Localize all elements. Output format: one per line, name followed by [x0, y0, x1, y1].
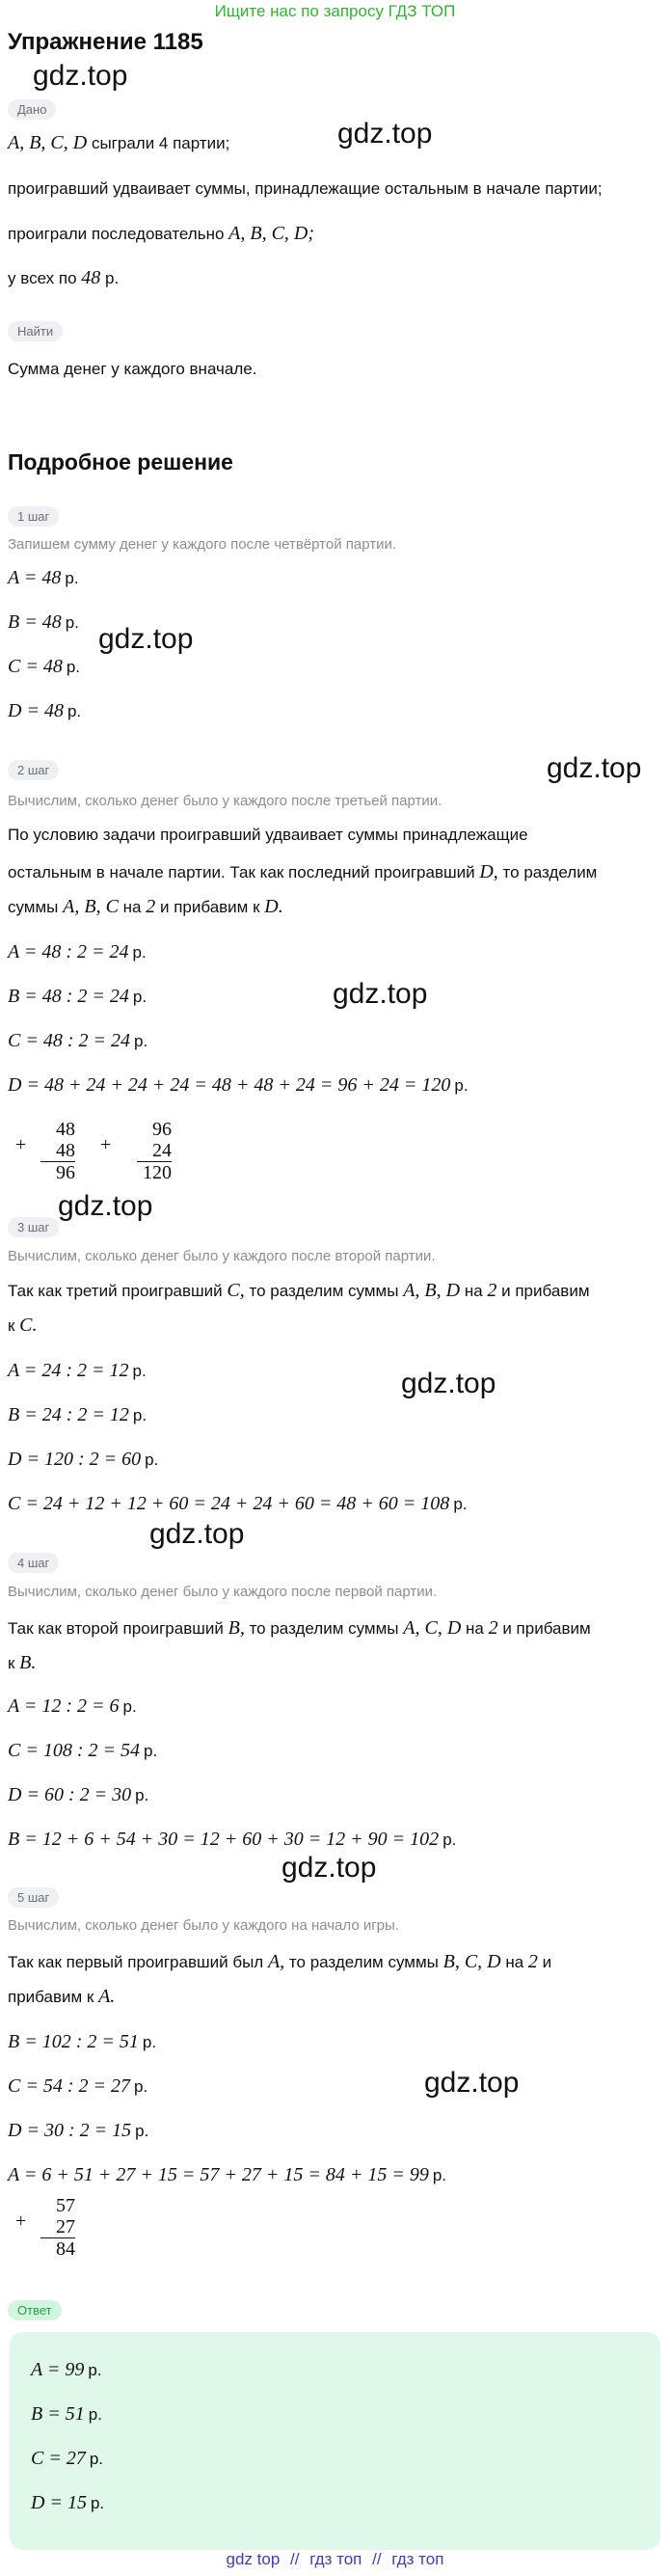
step-5-pill: 5 шаг: [8, 1887, 59, 1908]
step-3-row-2: B = 24 : 2 = 12 р.: [8, 1404, 147, 1425]
watermark: gdz.top: [58, 1190, 153, 1222]
step-3-para-2: к C.: [8, 1315, 38, 1336]
step-5-note: Вычислим, сколько денег было у каждого на начало игры.: [8, 1917, 399, 1934]
exercise-title: Упражнение 1185: [8, 29, 203, 55]
given-line-3: проиграли последовательно A, B, C, D;: [8, 223, 315, 244]
step-1-row-4: D = 48 р.: [8, 700, 82, 721]
step-2-para-2: остальным в начале партии. Так как последний проигравший D, то разделим: [8, 861, 598, 882]
footer-link-gdz-top-ru[interactable]: гдз топ: [309, 2550, 362, 2568]
step-1-row-2: B = 48 р.: [8, 611, 79, 633]
step-3-row-4: C = 24 + 12 + 12 + 60 = 24 + 24 + 60 = 48 + 60 = 108 р.: [8, 1493, 468, 1514]
watermark: gdz.top: [33, 60, 128, 92]
footer-separator: //: [290, 2550, 300, 2568]
step-2-para-1: По условию задачи проигравший удваивает суммы принадлежащие: [8, 826, 528, 844]
solution-title: Подробное решение: [8, 449, 233, 475]
watermark: gdz.top: [547, 752, 642, 784]
footer-link-gdz-top[interactable]: gdz top: [226, 2550, 281, 2568]
step-4-note: Вычислим, сколько денег было у каждого после первой партии.: [8, 1584, 438, 1600]
step-1-note: Запишем сумму денег у каждого после четвёртой партии.: [8, 536, 397, 553]
watermark: gdz.top: [424, 2067, 520, 2099]
step-2-row-1: A = 48 : 2 = 24 р.: [8, 941, 147, 963]
answer-row-1: A = 99 р.: [31, 2359, 102, 2380]
step-4-row-3: D = 60 : 2 = 30 р.: [8, 1784, 149, 1805]
find-pill: Найти: [8, 321, 63, 341]
watermark: gdz.top: [281, 1852, 377, 1884]
step-5-row-1: B = 102 : 2 = 51 р.: [8, 2031, 157, 2052]
given-line-1: A, B, C, D сыграли 4 партии;: [8, 132, 230, 153]
step-2-row-4: D = 48 + 24 + 24 + 24 = 48 + 48 + 24 = 96 + 24 = 120 р.: [8, 1074, 469, 1096]
step-3-row-3: D = 120 : 2 = 60 р.: [8, 1449, 159, 1470]
step-1-row-1: A = 48 р.: [8, 567, 79, 588]
given-line-2: проигравший удваивает суммы, принадлежащие остальным в начале партии;: [8, 179, 603, 198]
step-2-pill: 2 шаг: [8, 760, 59, 780]
step-4-pill: 4 шаг: [8, 1553, 59, 1573]
step-1-row-3: C = 48 р.: [8, 656, 81, 677]
step-4-row-2: C = 108 : 2 = 54 р.: [8, 1740, 158, 1761]
step-5-row-4: A = 6 + 51 + 27 + 15 = 57 + 27 + 15 = 84 + 15 = 99 р.: [8, 2164, 447, 2185]
top-banner: Ищите нас по запросу ГДЗ ТОП: [214, 2, 456, 20]
step-4-para-2: к B.: [8, 1652, 37, 1673]
answer-row-3: C = 27 р.: [31, 2448, 104, 2469]
answer-row-2: B = 51 р.: [31, 2403, 102, 2425]
step-3-pill: 3 шаг: [8, 1217, 59, 1237]
step-5-para-2: прибавим к A.: [8, 1986, 116, 2007]
step-2-row-2: B = 48 : 2 = 24 р.: [8, 986, 147, 1007]
step-4-row-1: A = 12 : 2 = 6 р.: [8, 1695, 137, 1717]
step-2-para-3: суммы A, B, C на 2 и прибавим к D.: [8, 896, 283, 917]
answer-row-4: D = 15 р.: [31, 2492, 105, 2513]
step-4-para-1: Так как второй проигравший B, то разделим суммы A, C, D на 2 и прибавим: [8, 1617, 591, 1639]
step-5-row-3: D = 30 : 2 = 15 р.: [8, 2120, 149, 2141]
find-text: Сумма денег у каждого вначале.: [8, 360, 257, 378]
answer-pill: Ответ: [8, 2300, 62, 2320]
step-3-row-1: A = 24 : 2 = 12 р.: [8, 1360, 147, 1381]
watermark: gdz.top: [98, 623, 194, 655]
step-2-note: Вычислим, сколько денег было у каждого после третьей партии.: [8, 793, 442, 809]
watermark: gdz.top: [333, 978, 428, 1010]
step-3-note: Вычислим, сколько денег было у каждого после второй партии.: [8, 1248, 436, 1264]
footer-links: [0, 2550, 670, 2569]
watermark: gdz.top: [337, 118, 433, 149]
footer-separator: //: [372, 2550, 382, 2568]
step-1-pill: 1 шаг: [8, 506, 59, 527]
footer-link-gdz-top-ru-2[interactable]: гдз топ: [391, 2550, 444, 2568]
watermark: gdz.top: [401, 1368, 496, 1399]
step-2-row-3: C = 48 : 2 = 24 р.: [8, 1030, 148, 1051]
watermark: gdz.top: [149, 1518, 245, 1550]
step-3-para-1: Так как третий проигравший C, то разделим суммы A, B, D на 2 и прибавим: [8, 1280, 590, 1301]
given-pill: Дано: [8, 99, 56, 120]
given-line-4: у всех по 48 р.: [8, 267, 120, 288]
step-4-row-4: B = 12 + 6 + 54 + 30 = 12 + 60 + 30 = 12 + 90 = 102 р.: [8, 1829, 457, 1850]
step-5-para-1: Так как первый проигравший был A, то разделим суммы B, C, D на 2 и: [8, 1951, 552, 1972]
step-5-row-2: C = 54 : 2 = 27 р.: [8, 2075, 148, 2097]
answer-box: [10, 2332, 660, 2550]
